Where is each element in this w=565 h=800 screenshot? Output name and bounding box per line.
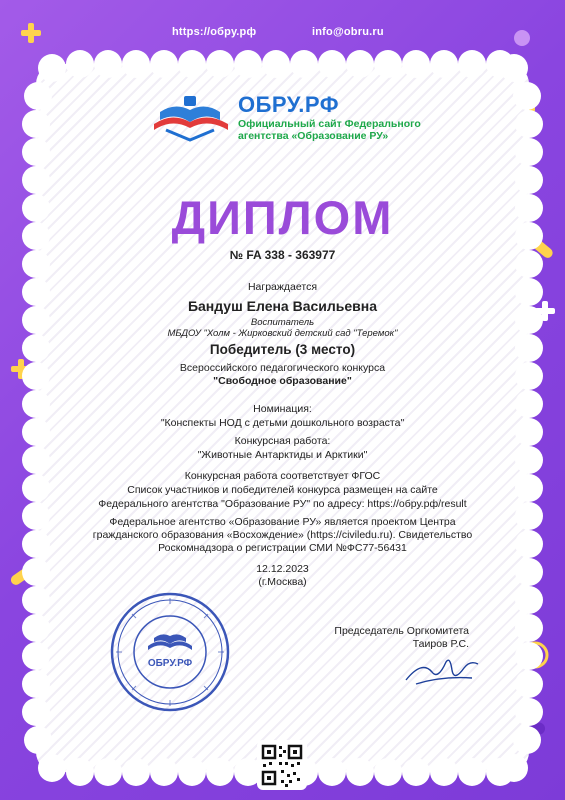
- book-logo-icon: [150, 94, 232, 146]
- email-link[interactable]: info@obru.ru: [312, 26, 384, 38]
- agency-note-line1: Федеральное агентство «Образование РУ» является проектом Центра: [109, 516, 456, 528]
- issue-city: (г.Москва): [258, 576, 307, 588]
- diploma-number: № FA 338 - 363977: [229, 248, 336, 262]
- signature-icon: [402, 650, 482, 688]
- recipient-position: Воспитатель: [250, 317, 315, 328]
- contest-type: Всероссийского педагогического конкурса: [179, 362, 386, 374]
- issue-date: 12.12.2023: [256, 563, 309, 575]
- seal-text: ОБРУ.РФ: [147, 658, 193, 669]
- award-place: Победитель (3 место): [209, 342, 356, 357]
- qr-code-icon: [257, 740, 307, 790]
- seal-stamp: [108, 590, 232, 714]
- agency-note-line2: гражданского образования «Восхождение» (https://civiledu.ru). Свидетельство: [92, 529, 473, 541]
- recipient-organization: МБДОУ "Холм - Жирковский детский сад "Теремок": [167, 328, 398, 339]
- work-title: "Животные Антарктиды и Арктики": [197, 449, 368, 461]
- qr-code[interactable]: [257, 740, 307, 790]
- work-label: Конкурсная работа:: [234, 435, 331, 447]
- list-note-line2: Федерального агентства "Образование РУ" по адресу: https://обру.рф/result: [98, 498, 467, 510]
- obru-logo: [150, 92, 430, 150]
- logo-subtitle: [238, 118, 438, 142]
- chairman-title: Председатель Оргкомитета: [334, 625, 469, 637]
- contest-name: "Свободное образование": [213, 375, 352, 387]
- logo-subtitle-line1: Официальный сайт Федерального: [238, 118, 421, 130]
- chairman-name: Таиров Р.С.: [412, 638, 469, 650]
- logo-subtitle-line2: агентства «Образование РУ»: [238, 130, 389, 142]
- recipient-name: Бандуш Елена Васильевна: [187, 298, 378, 314]
- diploma-title: ДИПЛОМ: [171, 191, 394, 244]
- fgos-note: Конкурсная работа соответствует ФГОС: [184, 470, 381, 482]
- nomination-value: "Конспекты НОД с детьми дошкольного возраста": [160, 417, 405, 429]
- signature-block: [334, 625, 469, 651]
- nomination-label: Номинация:: [253, 403, 312, 415]
- list-note-line1: Список участников и победителей конкурса размещен на сайте: [127, 484, 438, 496]
- logo-title: ОБРУ.РФ: [238, 92, 340, 117]
- awarded-label: Награждается: [247, 281, 318, 293]
- agency-note-line3: Роскомнадзора о регистрации СМИ №ФС77-56431: [158, 542, 407, 554]
- site-link[interactable]: https://обру.рф: [172, 26, 257, 38]
